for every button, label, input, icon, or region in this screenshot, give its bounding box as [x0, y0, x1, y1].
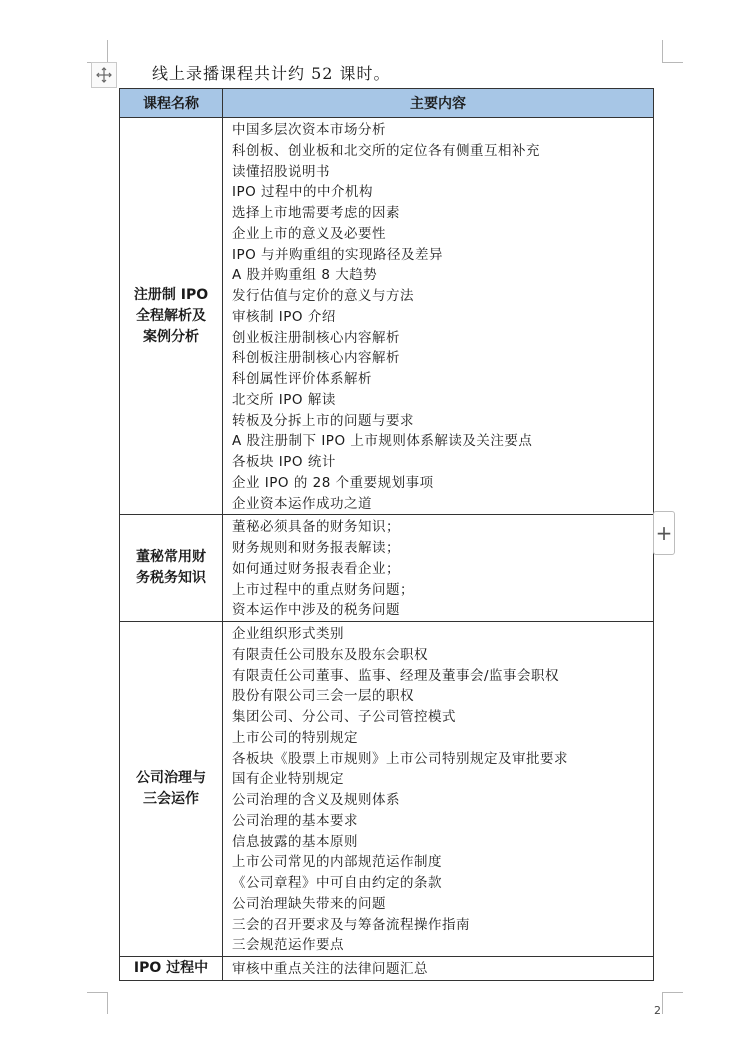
content-line: 科创属性评价体系解析: [232, 371, 372, 387]
content-line: 财务规则和财务报表解读；: [232, 540, 400, 556]
course-content-cell: [223, 622, 654, 957]
table-row: [120, 118, 654, 515]
content-line: 科创板注册制核心内容解析: [232, 350, 400, 367]
content-line: 企业 IPO 的 28 个重要规划事项: [232, 474, 434, 491]
crop-mark-top-right-v: [662, 40, 663, 62]
course-name-line: 案例分析: [143, 328, 199, 345]
content-line: 北交所 IPO 解读: [232, 391, 336, 408]
content-line: 上市公司常见的内部规范运作制度: [232, 854, 442, 871]
course-name-cell: [120, 515, 223, 622]
content-line: 国有企业特别规定: [232, 771, 344, 788]
plus-icon: +: [655, 521, 673, 545]
table-row: [120, 622, 654, 957]
content-line: 企业上市的意义及必要性: [232, 225, 386, 242]
table-header-row: [120, 89, 654, 118]
table-row: [120, 515, 654, 622]
content-line: IPO 过程中的中介机构: [232, 184, 374, 201]
crop-mark-bottom-left-h: [87, 992, 108, 993]
content-line: 如何通过财务报表看企业；: [232, 560, 400, 577]
table-move-handle[interactable]: [91, 62, 117, 88]
content-line: 审核制 IPO 介绍: [232, 308, 336, 325]
content-line: 选择上市地需要考虑的因素: [232, 205, 400, 221]
content-line: 审核中重点关注的法律问题汇总: [232, 961, 428, 977]
content-line: 集团公司、分公司、子公司管控模式: [232, 709, 456, 725]
crop-mark-top-right-h: [662, 62, 683, 63]
course-content-cell: [223, 118, 654, 515]
content-line: 各板块 IPO 统计: [232, 454, 336, 470]
content-line: 中国多层次资本市场分析: [232, 122, 386, 138]
course-name-line: 注册制 IPO: [133, 286, 209, 303]
content-line: 有限责任公司股东及股东会职权: [232, 646, 428, 663]
content-line: 企业资本运作成功之道: [232, 495, 372, 512]
content-line: 上市过程中的重点财务问题；: [232, 581, 414, 598]
content-line: 公司治理的基本要求: [232, 812, 358, 829]
content-line: 董秘必须具备的财务知识；: [232, 519, 400, 536]
course-content-cell: [223, 515, 654, 622]
content-line: 发行估值与定价的意义与方法: [232, 288, 414, 304]
course-name-line: IPO 过程中: [133, 959, 209, 976]
content-line: A 股并购重组 8 大趋势: [232, 267, 378, 284]
header-main-content: 主要内容: [223, 89, 654, 118]
content-line: 《公司章程》中可自由约定的条款: [232, 875, 442, 891]
content-line: 各板块《股票上市规则》上市公司特别规定及审批要求: [232, 750, 568, 767]
course-name-line: 全程解析及: [136, 307, 206, 324]
content-line: 公司治理的含义及规则体系: [232, 792, 400, 808]
content-line: 信息披露的基本原则: [232, 833, 358, 850]
content-line: 读懂招股说明书: [232, 163, 330, 180]
content-line: 资本运作中涉及的税务问题: [232, 602, 400, 619]
content-line: IPO 与并购重组的实现路径及差异: [232, 246, 444, 263]
course-table: [119, 88, 654, 981]
course-content-cell: [223, 957, 654, 981]
course-name-line: 务税务知识: [136, 570, 206, 587]
course-name-cell: [120, 622, 223, 957]
course-name-cell: [120, 957, 223, 981]
content-line: A 股注册制下 IPO 上市规则体系解读及关注要点: [232, 433, 533, 450]
move-icon: [96, 67, 112, 83]
page-number: 2: [654, 1004, 661, 1017]
course-name-line: 董秘常用财: [136, 549, 206, 566]
content-line: 企业组织形式类别: [232, 626, 344, 642]
course-name-line: 公司治理与: [136, 770, 206, 786]
content-line: 创业板注册制核心内容解析: [232, 329, 400, 346]
course-name-cell: [120, 118, 223, 515]
content-line: 三会规范运作要点: [232, 937, 344, 954]
crop-mark-bottom-right-h: [662, 992, 683, 993]
content-line: 科创板、创业板和北交所的定位各有侧重互相补充: [232, 142, 540, 159]
crop-mark-bottom-left-v: [107, 992, 108, 1014]
content-line: 公司治理缺失带来的问题: [232, 895, 386, 912]
crop-mark-bottom-right-v: [662, 992, 663, 1014]
content-line: 转板及分拆上市的问题与要求: [232, 412, 414, 429]
crop-mark-top-left-v: [107, 40, 108, 62]
table-row: [120, 957, 654, 981]
intro-text: 线上录播课程共计约 52 课时。: [152, 64, 391, 83]
course-name-line: 三会运作: [143, 791, 199, 807]
content-line: 三会的召开要求及与筹备流程操作指南: [232, 916, 470, 933]
content-line: 有限责任公司董事、监事、经理及董事会/监事会职权: [232, 667, 560, 684]
content-line: 股份有限公司三会一层的职权: [232, 688, 414, 705]
header-course-name: 课程名称: [120, 89, 223, 118]
add-row-button[interactable]: [653, 511, 675, 555]
content-line: 上市公司的特别规定: [232, 729, 358, 746]
